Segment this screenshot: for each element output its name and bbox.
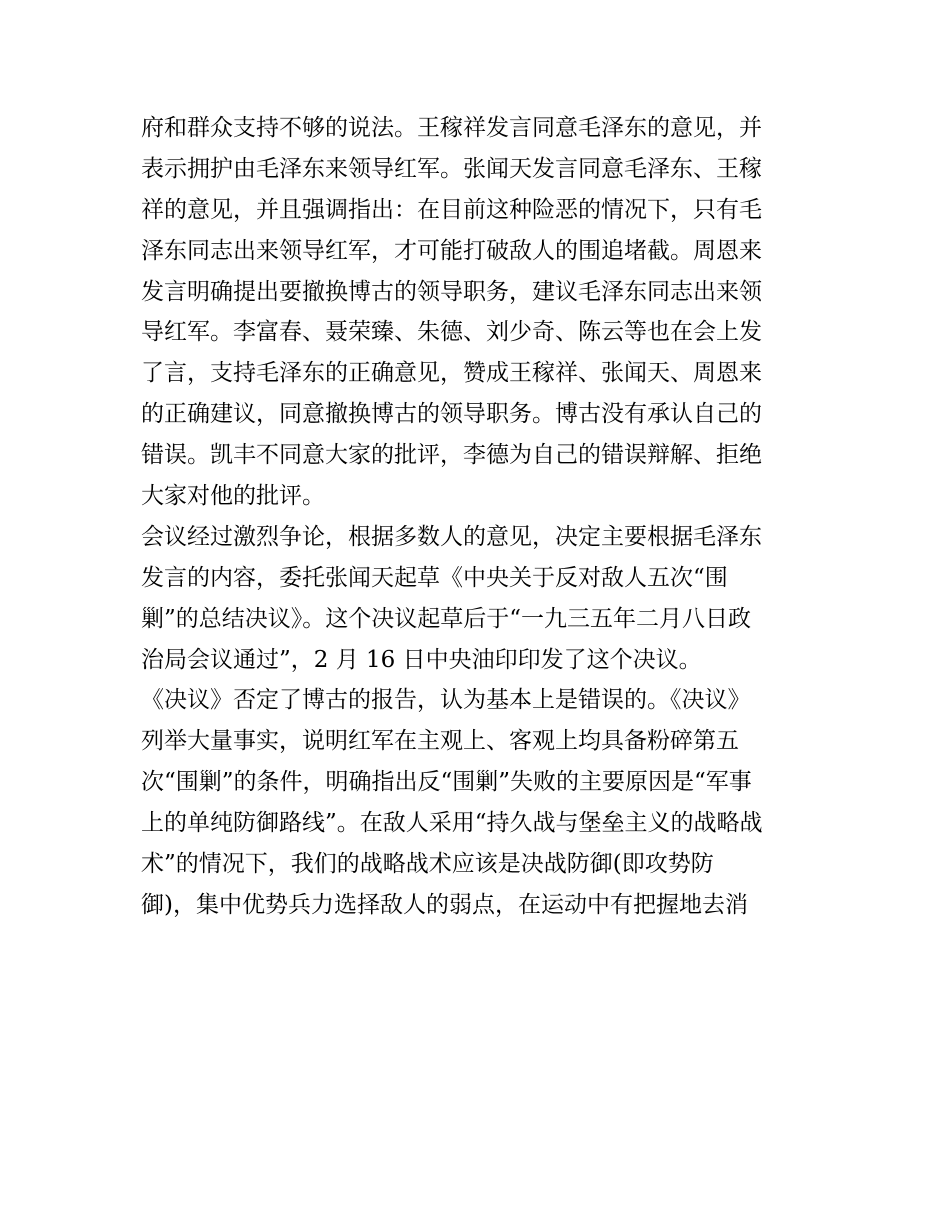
text-line-11: 会议经过激烈争论，根据多数人的意见，决定主要根据毛泽东: [141, 523, 762, 550]
text-line-19: 术”的情况下，我们的战略战术应该是决战防御(即攻势防: [141, 851, 714, 878]
text-line-12: 发言的内容，委托张闻天起草《中央关于反对敌人五次“围: [141, 564, 728, 591]
body-text: [141, 108, 821, 926]
text-line-2: 表示拥护由毛泽东来领导红军。张闻天发言同意毛泽东、王稼: [141, 155, 762, 182]
text-line-15: 《决议》否定了博古的报告，认为基本上是错误的。《决议》: [141, 687, 751, 714]
text-line-10: 大家对他的批评。: [141, 483, 325, 510]
text-line-8: 的正确建议，同意撤换博古的领导职务。博古没有承认自己的: [141, 401, 762, 428]
text-line-20: 御)，集中优势兵力选择敌人的弱点，在运动中有把握地去消: [141, 891, 748, 918]
text-line-3: 祥的意见，并且强调指出：在目前这种险恶的情况下，只有毛: [141, 196, 762, 223]
text-line-9: 错误。凯丰不同意大家的批评，李德为自己的错误辩解、拒绝: [141, 442, 762, 469]
text-line-1: 府和群众支持不够的说法。王稼祥发言同意毛泽东的意见，并: [141, 115, 762, 141]
text-line-18: 上的单纯防御路线”。在敌人采用“持久战与堡垒主义的战略战: [141, 810, 763, 837]
text-line-16: 列举大量事实，说明红军在主观上、客观上均具备粉碎第五: [141, 728, 739, 755]
text-line-17: 次“围剿”的条件，明确指出反“围剿”失败的主要原因是“军事: [141, 769, 752, 796]
text-line-4: 泽东同志出来领导红军，才可能打破敌人的围追堵截。周恩来: [141, 237, 762, 264]
text-line-7: 了言，支持毛泽东的正确意见，赞成王稼祥、张闻天、周恩来: [141, 360, 762, 387]
text-line-6: 导红军。李富春、聂荣臻、朱德、刘少奇、陈云等也在会上发: [141, 319, 762, 346]
text-line-13: 剿”的总结决议》。这个决议起草后于“一九三五年二月八日政: [141, 605, 752, 632]
text-line-5: 发言明确提出要撤换博古的领导职务，建议毛泽东同志出来领: [141, 278, 762, 305]
text-line-14: 治局会议通过”，2 月 16 日中央油印印发了这个决议。: [141, 646, 702, 673]
